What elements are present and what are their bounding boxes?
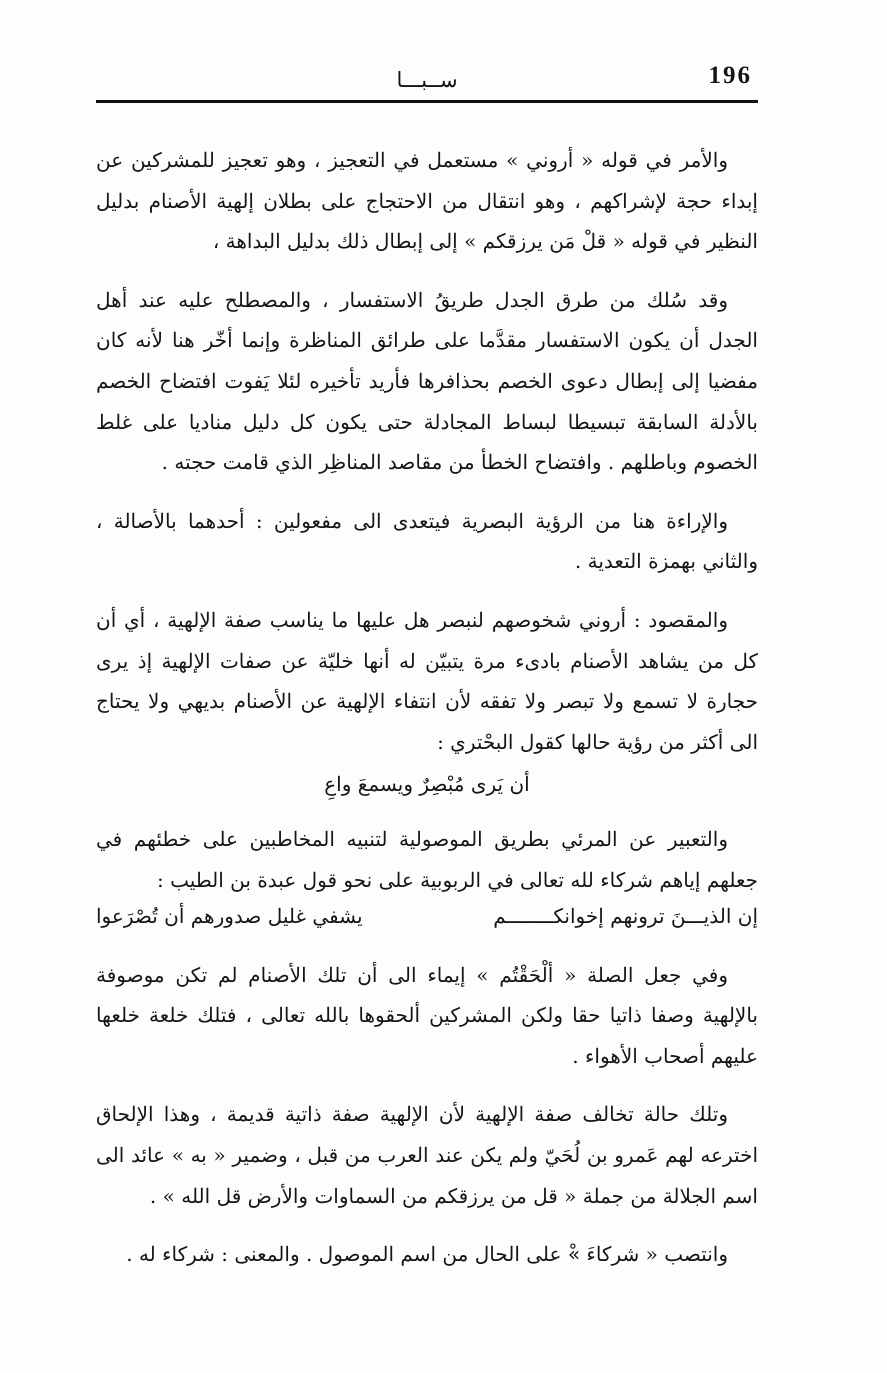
verse-first-hemistich: إن الذيـــنَ ترونهم إخوانكــــــــم <box>493 904 758 929</box>
poetry-verse: أن يَرى مُبْصِرٌ ويسمعَ واعِ <box>324 772 530 797</box>
paragraph: والإراءة هنا من الرؤية البصرية فيتعدى الى مفعولين : أحدهما بالأصالة ، والثاني بهمزة التعدية . <box>96 508 758 574</box>
paragraph: وقد سُلك من طرق الجدل طريقُ الاستفسار ، والمصطلح عليه عند أهل الجدل أن يكون الاستفسار مقدَّما على طرائق المناظرة وإنما أخّر هنا لأنه كان مفضيا إلى إبطال دعوى الخصم بحذافرها فأريد تأخيره لئلا يَفوت افتضاح الخصم بالأدلة السابقة تبسيطا لبساط المجادلة حتى يكون كل دليل مناديا على غلط الخصوم وباطلهم . وافتضاح الخطأ من مقاصد المناظِر الذي قامت حجته . <box>96 287 759 475</box>
header-rule <box>96 100 758 103</box>
paragraph: وفي جعل الصلة « ألْحَقْتُم » إيماء الى أن تلك الأصنام لم تكن موصوفة بالإلهية وصفا ذاتيا حقا ولكن المشركين ألحقوها بالله تعالى ، فتلك خلعة خلعها عليهم أصحاب الأهواء . <box>96 962 758 1068</box>
paragraph: والتعبير عن المرئي بطريق الموصولية لتنبيه المخاطبين على خطئهم في جعلهم إياهم شركاء لله تعالى في الربوبية على نحو قول عبدة بن الطيب : <box>96 826 758 892</box>
paragraph: وتلك حالة تخالف صفة الإلهية لأن الإلهية صفة ذاتية قديمة ، وهذا الإلحاق اخترعه لهم عَمرو بن لُحَيّ ولم يكن عند العرب من قبل ، وضمير « به » عائد الى اسم الجلالة من جملة « قل من يرزقكم من السماوات والأرض قل الله » . <box>96 1102 758 1208</box>
paragraph: وانتصب « شركاءَ »ْ على الحال من اسم الموصول . والمعنى : شركاء له . <box>126 1242 728 1267</box>
verse-second-hemistich: يشفي غليل صدورهم أن تُصْرَعوا <box>96 904 363 929</box>
paragraph: والأمر في قوله « أروني » مستعمل في التعجيز ، وهو تعجيز للمشركين عن إبداء حجة لإشراكهم ، وهو انتقال من الاحتجاج على بطلان إلهية الأصنام بدليل النظير في قوله « قلْ مَن يرزقكم » إلى إبطال ذلك بدليل البداهة ، <box>96 148 758 254</box>
page-header <box>96 58 758 98</box>
paragraph: والمقصود : أروني شخوصهم لنبصر هل عليها ما يناسب صفة الإلهية ، أي أن كل من يشاهد الأصنام بادىء مرة يتبيّن له أنها خليّة عن صفات الإلهية إذ يرى حجارة لا تسمع ولا تبصر ولا تفقه لأن انتفاء الإلهية عن الأصنام بديهي ولا يحتاج الى أكثر من رؤية حالها كقول البحْتري : <box>96 607 758 754</box>
page-body <box>96 140 758 1293</box>
running-title: ســبـــا <box>396 68 458 92</box>
page-number: 196 <box>708 62 752 89</box>
poetry-verse-couplet <box>96 896 758 937</box>
